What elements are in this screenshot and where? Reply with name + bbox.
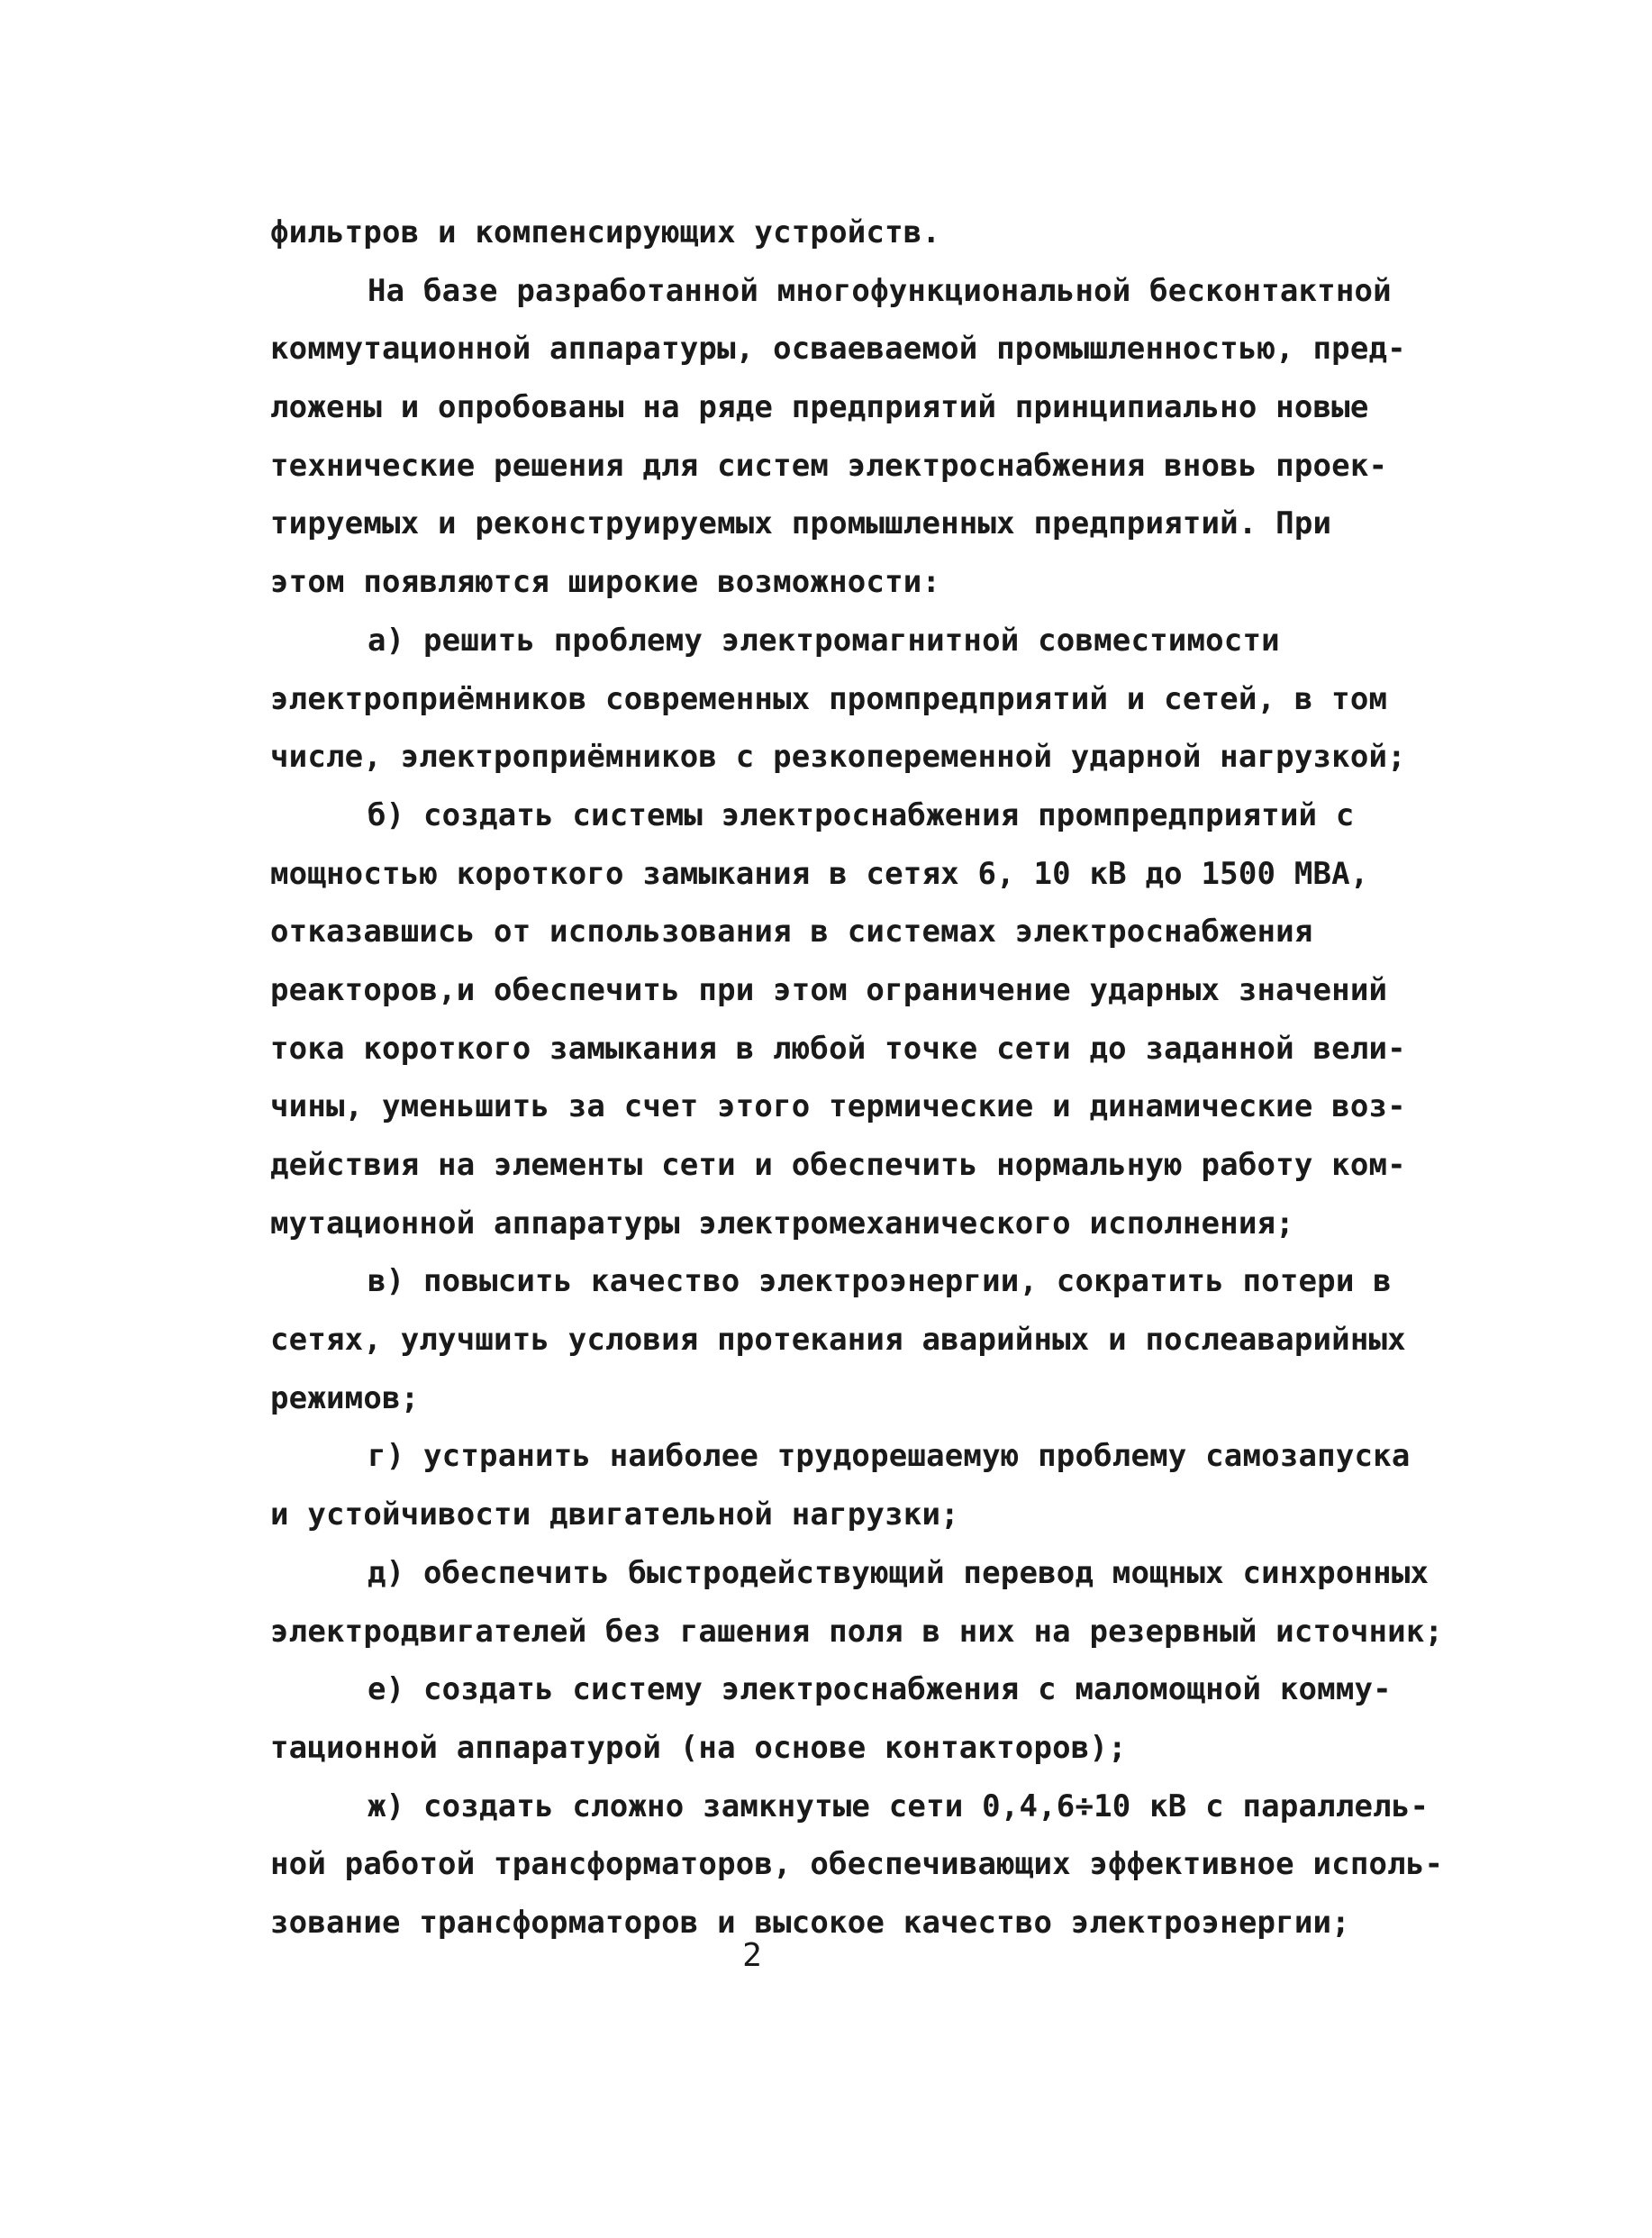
body-text (270, 204, 1621, 1952)
text-line: отказавшись от использования в системах электроснабжения (270, 914, 1313, 951)
text-line: б) создать системы электроснабжения промпредприятий с (368, 796, 1355, 833)
text-line: тационной аппаратурой (на основе контакторов); (270, 1729, 1127, 1766)
page-number: 2 (742, 1937, 762, 1974)
text-line: ложены и опробованы на ряде предприятий принципиально новые (270, 389, 1369, 426)
text-line: числе, электроприёмников с резкопеременной ударной нагрузкой; (270, 739, 1406, 776)
text-line: тируемых и реконструируемых промышленных предприятий. При (270, 505, 1332, 542)
text-line: реакторов,и обеспечить при этом ограничение ударных значений (270, 971, 1388, 1008)
text-line: электроприёмников современных промпредприятий и сетей, в том (270, 680, 1388, 717)
text-line: ж) создать сложно замкнутые сети 0,4,6÷10 кВ с параллель- (368, 1788, 1430, 1824)
text-line: действия на элементы сети и обеспечить нормальную работу ком- (270, 1147, 1406, 1183)
text-line: режимов; (270, 1379, 420, 1416)
text-line: коммутационной аппаратуры, осваеваемой промышленностью, пред- (270, 331, 1406, 368)
text-line: электродвигателей без гашения поля в них на резервный источник; (270, 1613, 1444, 1650)
text-line: чины, уменьшить за счет этого термические и динамические воз- (270, 1088, 1406, 1125)
text-line: тока короткого замыкания в любой точке сети до заданной вели- (270, 1030, 1406, 1067)
text-line: технические решения для систем электроснабжения вновь проек- (270, 447, 1388, 484)
text-line: д) обеспечить быстродействующий перевод мощных синхронных (368, 1554, 1430, 1591)
text-line: ной работой трансформаторов, обеспечивающих эффективное исполь- (270, 1846, 1444, 1883)
text-line: сетях, улучшить условия протекания аварийных и послеаварийных (270, 1322, 1406, 1359)
text-line: зование трансформаторов и высокое качество электроэнергии; (270, 1904, 1350, 1941)
text-line: мощностью короткого замыкания в сетях 6, 10 кВ до 1500 МВА, (270, 855, 1369, 892)
text-line: г) устранить наиболее трудорешаемую проблему самозапуска (368, 1438, 1411, 1475)
text-line: а) решить проблему электромагнитной совместимости (368, 622, 1280, 659)
text-line: е) создать систему электроснабжения с маломощной комму- (368, 1671, 1392, 1708)
text-line: в) повысить качество электроэнергии, сократить потери в (368, 1263, 1392, 1300)
text-line: фильтров и компенсирующих устройств. (270, 214, 941, 250)
text-line: и устойчивости двигательной нагрузки; (270, 1497, 959, 1533)
text-line: этом появляются широкие возможности: (270, 564, 941, 601)
text-line: мутационной аппаратуры электромеханического исполнения; (270, 1205, 1294, 1242)
text-line: На базе разработанной многофункциональной бесконтактной (368, 272, 1392, 309)
